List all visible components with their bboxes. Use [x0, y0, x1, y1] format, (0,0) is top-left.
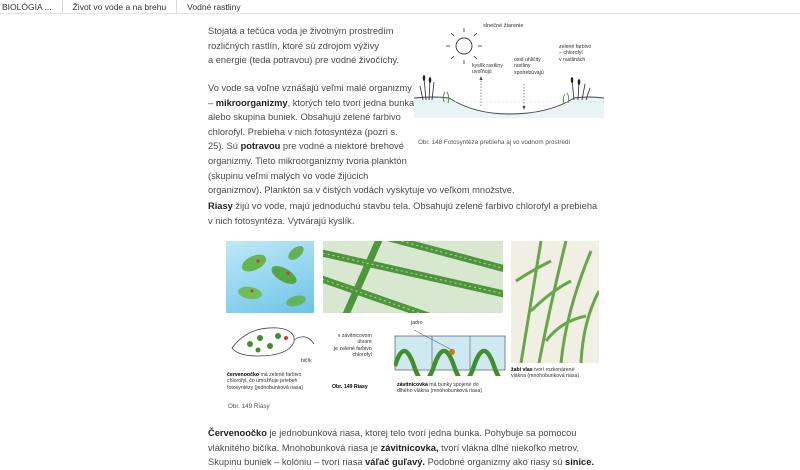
cladophora-photo: [511, 241, 599, 363]
spirogyra-drawing: [394, 330, 506, 376]
term-cervenoocko: červenoočko: [227, 372, 260, 378]
label-line: v závitnicovom: [337, 333, 372, 339]
breadcrumb-separator: [62, 0, 63, 13]
sun-label: slnečné žiarenie: [483, 23, 524, 29]
label-line: dlhého vlákna (mnohobunková riasa): [397, 388, 483, 395]
bicik-label: bičík: [301, 358, 312, 364]
text-span: 25). Sú: [208, 141, 241, 152]
text-line: chlorofyl. Prebieha v nich fotosyntéza (pozri s.: [208, 126, 398, 137]
text-span: pre vodné a niektoré brehové: [280, 141, 404, 152]
photosynthesis-diagram: [414, 18, 604, 118]
text-line: rozličných rastlín, ktoré sú zdrojom výživy: [208, 40, 380, 51]
breadcrumb-separator: [176, 0, 177, 13]
breadcrumb-item-chapter[interactable]: Život vo vode a na brehu: [72, 1, 167, 12]
riasy-paragraph: [208, 199, 597, 228]
figure-149-caption: Obr. 149 Riasy: [228, 403, 270, 410]
euglena-caption: [227, 372, 303, 391]
label-line: chlorofyl: [352, 352, 372, 359]
text-line: organizmy. Tieto mikroorganizmy tvoria planktón: [208, 155, 407, 166]
text-line: [208, 455, 594, 470]
oxygen-label: [472, 63, 503, 76]
breadcrumb-item-course[interactable]: BIOLÓGIA ...: [2, 1, 52, 12]
text-line: (skupinu veľmi malých vo vode žijúcich: [208, 170, 369, 181]
label-line: fotosyntézy (jednobunková riasa): [227, 384, 304, 391]
cervenoocko-paragraph: [208, 426, 594, 470]
text-line: Stojatá a tečúca voda je životným prostredím: [208, 26, 394, 36]
label-line: útvare: [357, 339, 372, 346]
label-line: chlorofyl, čo umožňuje priebeh: [227, 378, 298, 385]
text-span: má zelené farbivo: [259, 372, 302, 378]
spirogyra-caption: [397, 382, 482, 395]
label-line: je zelené farbivo: [334, 345, 372, 352]
text-span: tvorí vlákna dlhé niekoľko metrov.: [438, 442, 580, 453]
figure-149-bold: Obr. 149 Riasy: [332, 384, 368, 390]
text-span: vláknitého bičíka. Mnohobunková riasa je: [208, 442, 381, 453]
text-line: v nich fotosyntéza. Vytvárajú kyslík.: [208, 215, 355, 226]
label-line: uvoľňujú: [472, 69, 492, 76]
term-potravou: potravou: [240, 141, 281, 152]
text-span: je jednobunková riasa, ktorej telo tvorí jedna bunka. Pohybuje sa pomocou: [266, 428, 577, 438]
jadro-label: jadro: [411, 320, 423, 326]
label-line: vlákna (mnohobunková riasa): [511, 373, 580, 380]
label-line: oxid uhličitý: [514, 57, 541, 63]
text-line: [208, 426, 594, 441]
term-zavitnicovka: závitnicovka: [397, 382, 428, 388]
text-span: , ktorých telo tvorí jedna bunka: [287, 97, 415, 108]
euglena-cells: [226, 241, 314, 313]
chlorophyll-label: [559, 44, 591, 63]
term-mikroorganizmy: mikroorganizmy: [215, 97, 288, 108]
text-line: [208, 441, 594, 456]
spiral-chlorophyll-label: [334, 333, 372, 359]
label-line: spotrebúvajú: [514, 69, 544, 76]
text-line: a energie (teda potravou) pre vodné živočíchy.: [208, 55, 400, 66]
term-valac-gulavy: váľač guľavý.: [365, 457, 425, 468]
term-cervenoocko-par: Červenoočko: [208, 428, 267, 438]
water-shape: [414, 97, 604, 118]
euglena-drawing: [228, 318, 318, 362]
label-line: kyslík rastliny: [472, 63, 503, 69]
euglena-photo: [226, 241, 314, 313]
text-span: Skupinu buniek – kolóniu – tvorí riasa: [208, 457, 366, 468]
spirogyra-photo: [323, 241, 503, 313]
label-line: – chlorofyl: [559, 50, 583, 57]
text-span: má bunky spojené do: [427, 382, 479, 388]
label-line: rastliny: [514, 63, 531, 70]
text-line: Vo vode sa voľne vznášajú veľmi malé organizmy: [208, 83, 412, 93]
text-span: tvorí rozkonárené: [532, 367, 575, 373]
sun-icon: [446, 28, 482, 64]
label-line: zelené farbivo: [559, 44, 592, 50]
intro-paragraph: [208, 24, 399, 68]
breadcrumb-item-page[interactable]: Vodné rastliny: [187, 1, 241, 12]
figure-148-caption: Obr. 148 Fotosyntéza prebieha aj vo vodnom prostredí: [418, 139, 571, 146]
text-line: [208, 199, 597, 214]
text-line: alebo skupina buniek. Obsahujú zelené farbivo: [208, 112, 401, 123]
cladophora-branches: [511, 241, 599, 363]
term-zavitnicovka-par: závitnicovka,: [380, 442, 439, 453]
text-span: Podobné organizmy ako riasy sú: [425, 457, 566, 468]
figure-149-label: [332, 384, 368, 390]
term-riasy: Riasy: [208, 201, 233, 211]
text-span: –: [208, 97, 216, 108]
cladophora-caption: [511, 367, 579, 380]
text-line: organizmov). Planktón sa v čistých vodách vyskytuje vo veľkom množstve.: [208, 185, 515, 196]
spirogyra-filaments: [323, 241, 503, 313]
text-span: žijú vo vode, majú jednoduchú stavbu tela. Obsahujú zelené farbivo chlorofyl a prebieha: [232, 201, 598, 211]
term-zabi-vlas: žabí vlas: [511, 367, 533, 373]
breadcrumb: [0, 0, 800, 14]
term-sinice: sinice.: [565, 457, 594, 468]
label-line: v rastlinách: [559, 56, 586, 63]
co2-label: [514, 57, 544, 76]
